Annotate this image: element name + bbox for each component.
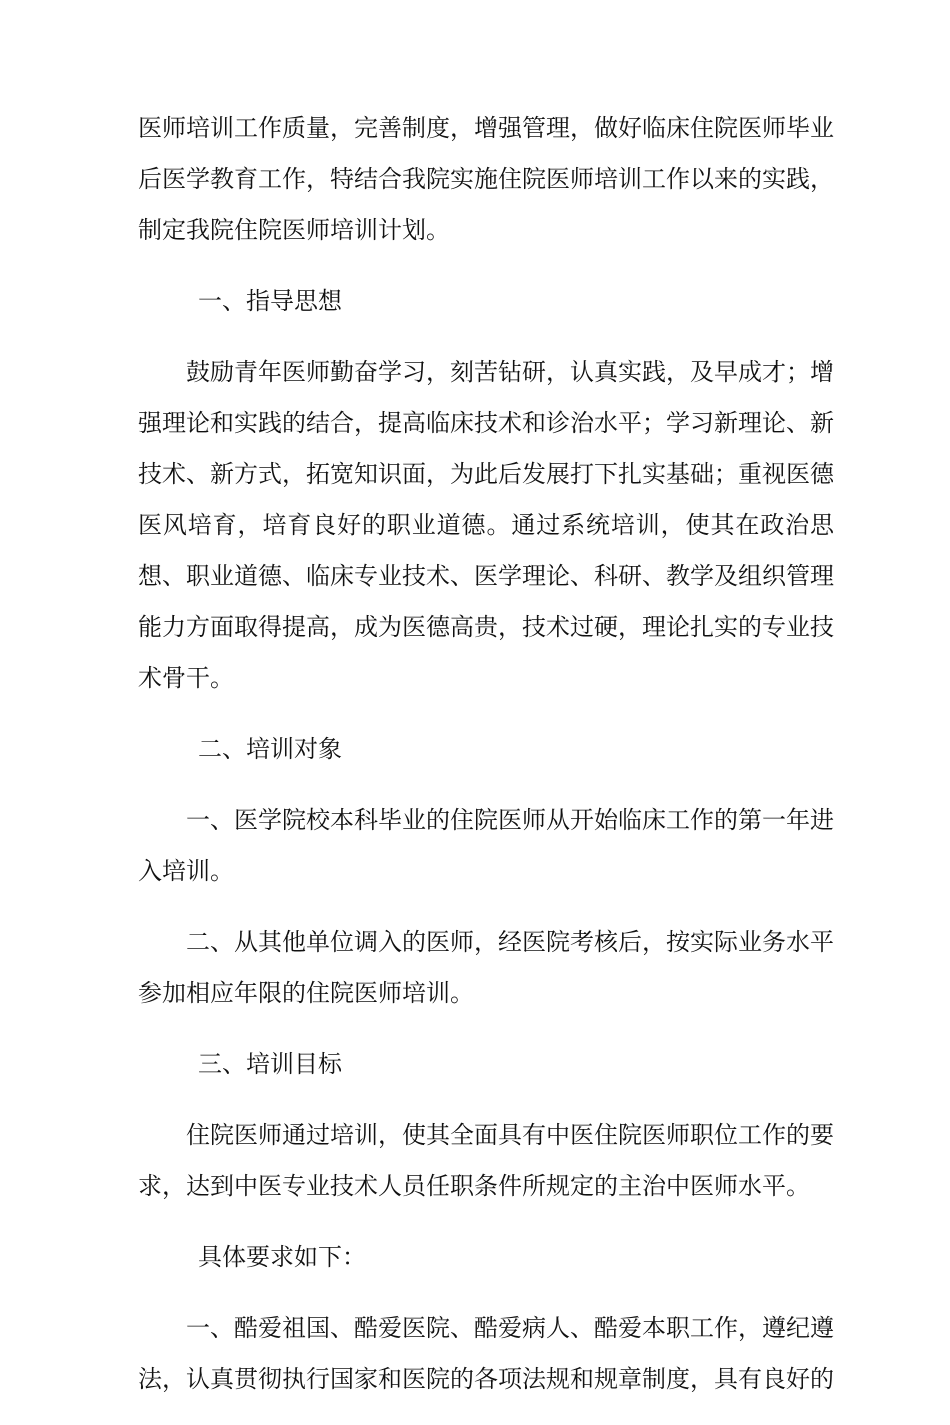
document-body [138, 103, 834, 1425]
paragraph-requirement-one: 一、酷爱祖国、酷爱医院、酷爱病人、酷爱本职工作，遵纪遵法，认真贯彻执行国家和医院的各项法规和规章制度，具有良好的 [138, 1314, 834, 1393]
section-heading-guiding-ideology: 一、指导思想 [198, 287, 342, 315]
paragraph-target-transfers: 二、从其他单位调入的医师，经医院考核后，按实际业务水平参加相应年限的住院医师培训。 [138, 928, 834, 1007]
paragraph-target-graduates: 一、医学院校本科毕业的住院医师从开始临床工作的第一年进入培训。 [138, 806, 834, 885]
paragraph-intro-continuation: 医师培训工作质量，完善制度，增强管理，做好临床住院医师毕业后医学教育工作，特结合我院实施住院医师培训工作以来的实践，制定我院住院医师培训计划。 [138, 114, 834, 244]
paragraph-guiding-ideology: 鼓励青年医师勤奋学习，刻苦钻研，认真实践，及早成才；增强理论和实践的结合，提高临床技术和诊治水平；学习新理论、新技术、新方式，拓宽知识面，为此后发展打下扎实基础；重视医德医风培育，培育良好的职业道德。通过系统培训，使其在政治思想、职业道德、临床专业技术、医学理论、科研、教学及组织管理能力方面取得提高，成为医德高贵，技术过硬，理论扎实的专业技术骨干。 [138, 358, 834, 692]
section-heading-training-goals: 三、培训目标 [198, 1050, 342, 1078]
section-heading-training-targets: 二、培训对象 [198, 735, 342, 763]
paragraph-requirements-intro: 具体要求如下： [198, 1243, 366, 1271]
paragraph-training-goals: 住院医师通过培训，使其全面具有中医住院医师职位工作的要求，达到中医专业技术人员任职条件所规定的主治中医师水平。 [138, 1121, 834, 1200]
